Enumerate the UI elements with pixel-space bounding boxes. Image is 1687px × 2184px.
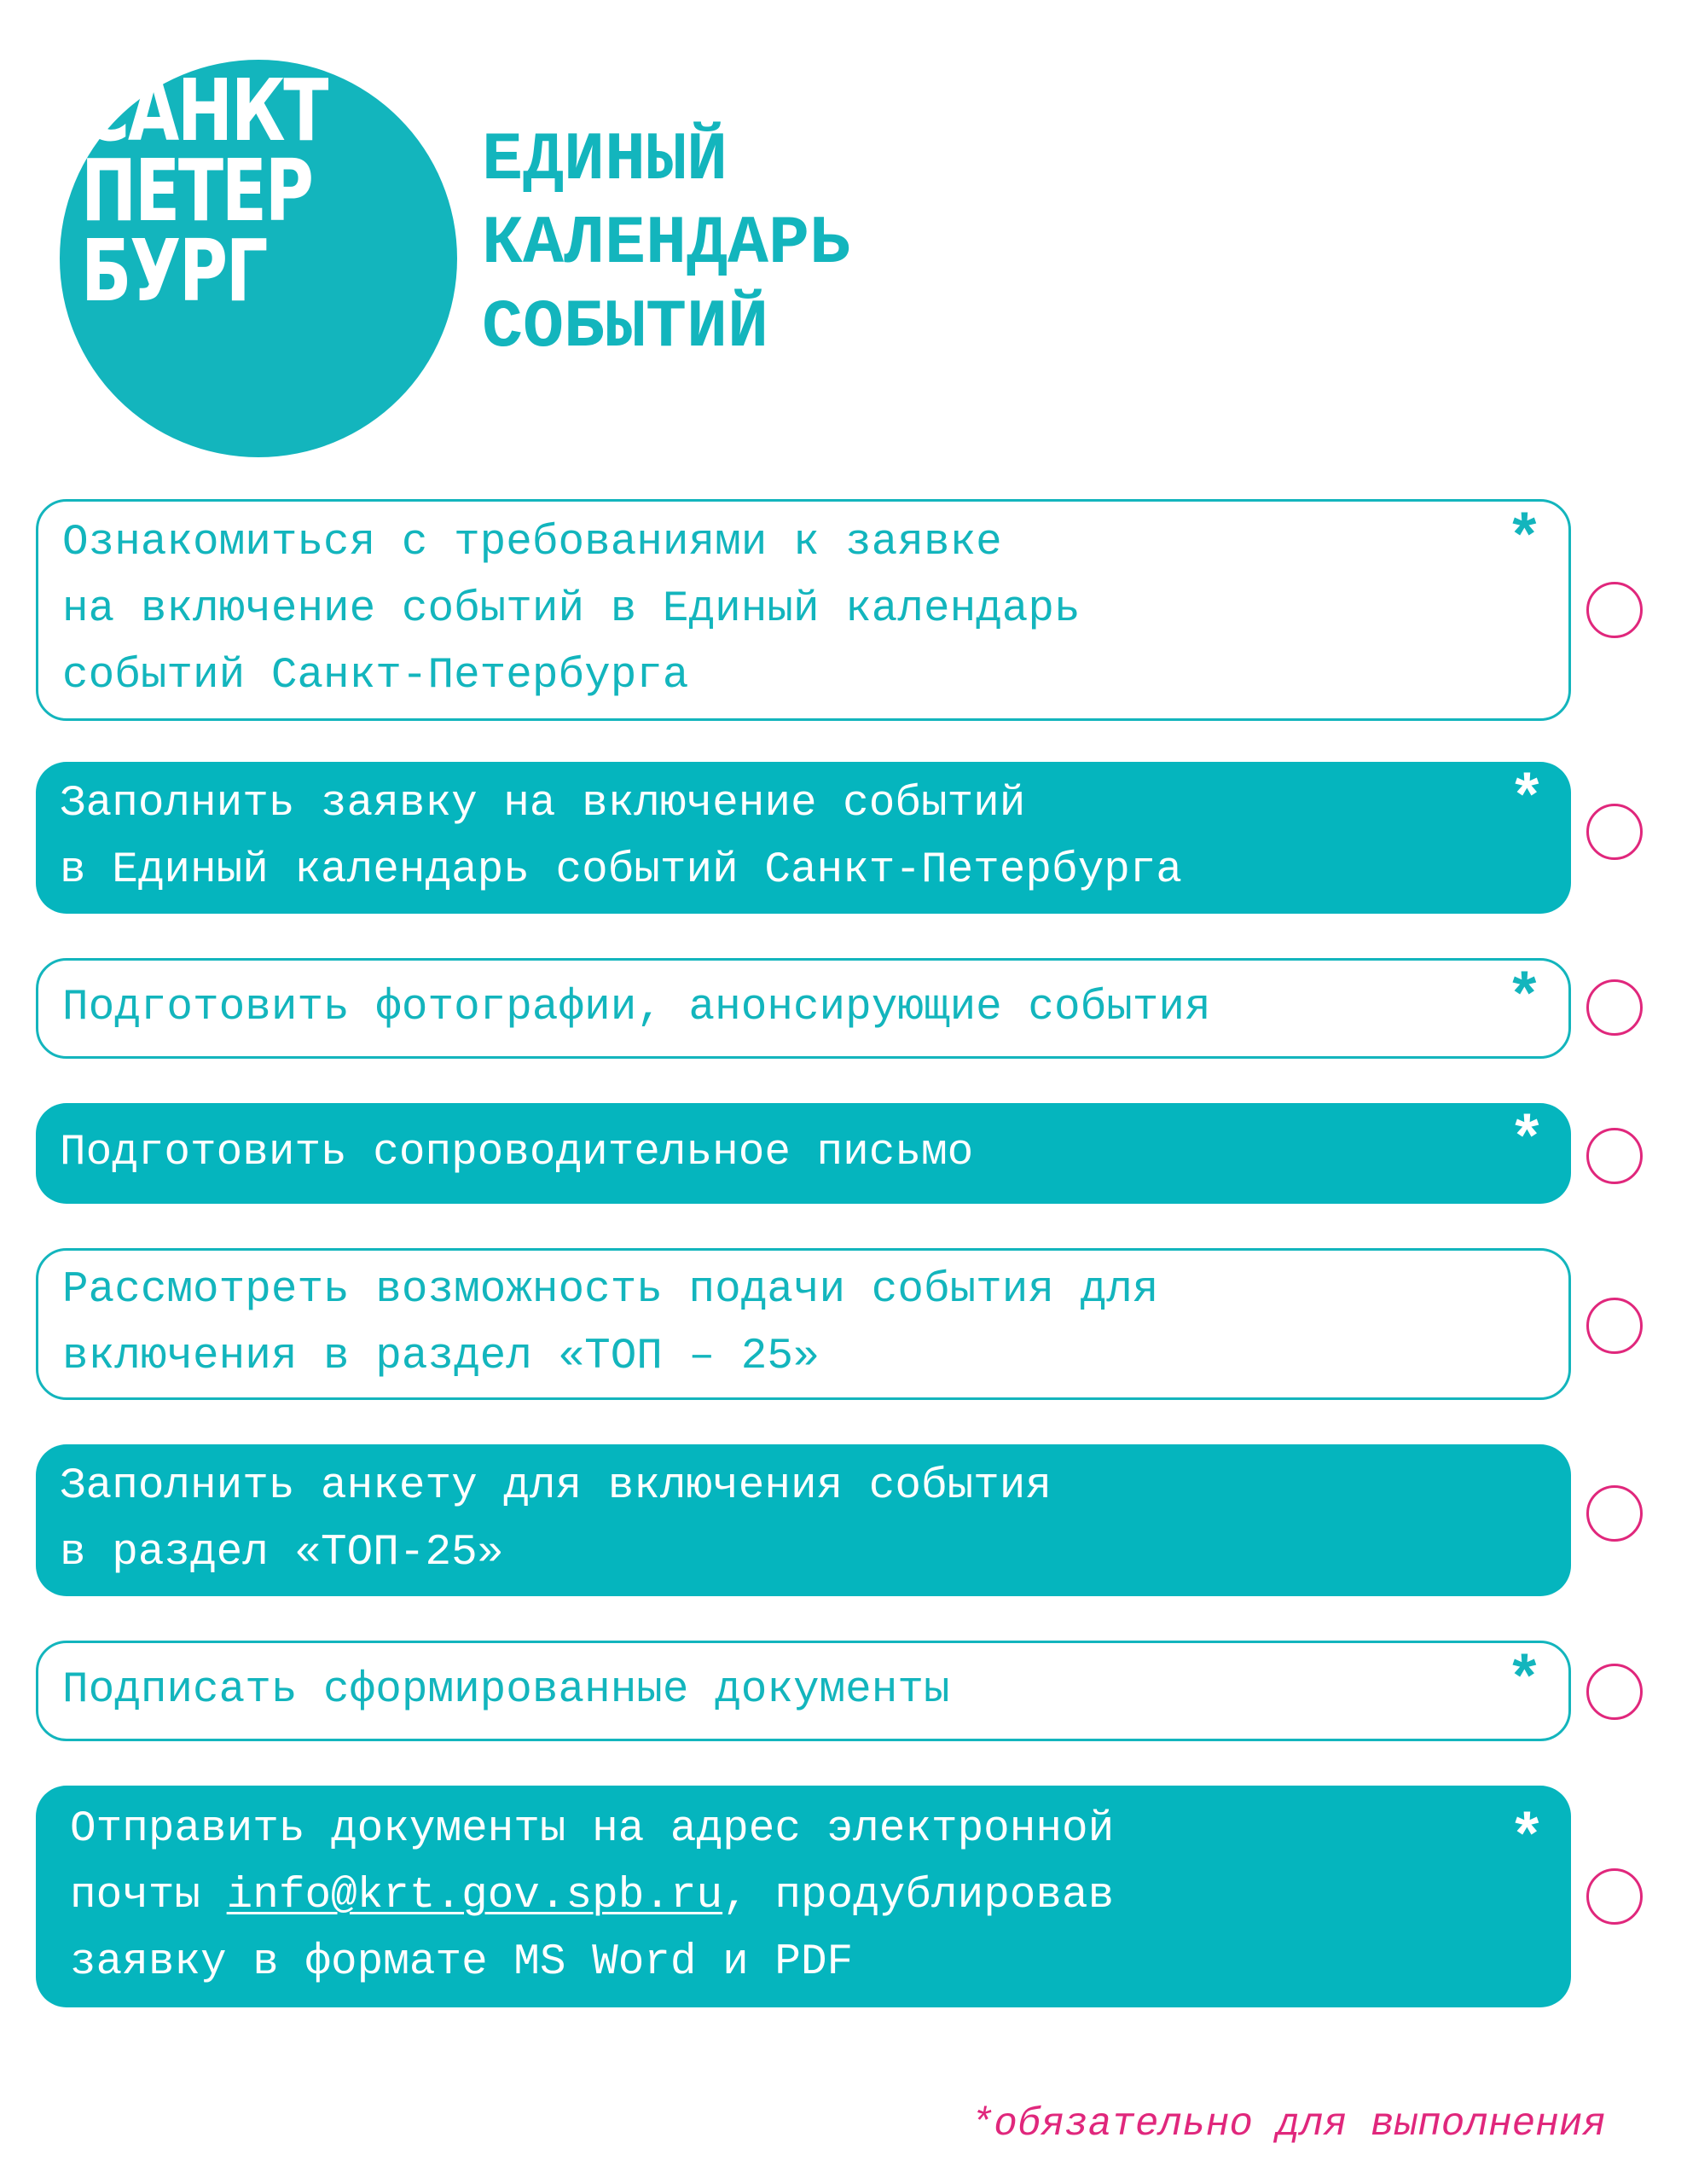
step-3-box xyxy=(36,958,1571,1059)
title-line: СОБЫТИЙ xyxy=(482,289,769,367)
step-7-box xyxy=(36,1641,1571,1741)
step-2-text: Заполнить заявку на включение событий в Единый календарь событий Санкт-Петербурга xyxy=(60,780,1183,895)
step-6-box xyxy=(36,1444,1571,1596)
step-6-checkbox[interactable] xyxy=(1586,1485,1643,1542)
step-7-checkbox[interactable] xyxy=(1586,1664,1643,1720)
step-8-checkbox[interactable] xyxy=(1586,1868,1643,1925)
step-3-text: Подготовить фотографии, анонсирующие события xyxy=(62,984,1211,1032)
step-2-box xyxy=(36,762,1571,914)
logo-line: ПЕТЕР xyxy=(81,141,312,241)
step-5-text: Рассмотреть возможность подачи события для включения в раздел «ТОП – 25» xyxy=(62,1266,1159,1381)
step-6-text: Заполнить анкету для включения события в раздел «ТОП-25» xyxy=(60,1462,1052,1577)
step-3-checkbox[interactable] xyxy=(1586,979,1643,1036)
email-link[interactable]: info@krt.gov.spb.ru xyxy=(226,1872,723,1920)
logo-line: БУРГ xyxy=(81,221,267,321)
page-title xyxy=(482,119,850,370)
step-7-text: Подписать сформированные документы xyxy=(62,1666,950,1715)
spb-logo-text xyxy=(81,61,328,321)
required-mark: * xyxy=(1505,506,1543,576)
title-line: ЕДИНЫЙ xyxy=(482,122,728,200)
required-mark: * xyxy=(1505,965,1543,1035)
step-1-text: Ознакомиться с требованиями к заявке на включение событий в Единый календарь событий Санкт-Петербурга xyxy=(62,519,1081,700)
step-8-box xyxy=(36,1786,1571,2007)
required-mark: * xyxy=(1508,1805,1545,1875)
step-4-text: Подготовить сопроводительное письмо xyxy=(60,1129,974,1177)
step-1-checkbox[interactable] xyxy=(1586,582,1643,638)
logo-line: САНКТ xyxy=(81,61,328,160)
step-8-text xyxy=(70,1797,1114,1996)
step-5-box xyxy=(36,1248,1571,1400)
required-mark: * xyxy=(1505,1647,1543,1717)
step-4-checkbox[interactable] xyxy=(1586,1128,1643,1184)
step-1-box xyxy=(36,499,1571,721)
step-2-checkbox[interactable] xyxy=(1586,804,1643,860)
required-footnote: *обязательно для выполнения xyxy=(970,2102,1606,2146)
step-4-box xyxy=(36,1103,1571,1204)
required-mark: * xyxy=(1508,766,1545,836)
step-5-checkbox[interactable] xyxy=(1586,1298,1643,1354)
step-8-text-start: Отправить документы на адрес электронной почты xyxy=(70,1805,1115,1920)
required-mark: * xyxy=(1508,1107,1545,1177)
step-8-text-end: , продублировав заявку в формате MS Word и PDF xyxy=(70,1872,1115,1987)
title-line: КАЛЕНДАРЬ xyxy=(482,206,851,283)
